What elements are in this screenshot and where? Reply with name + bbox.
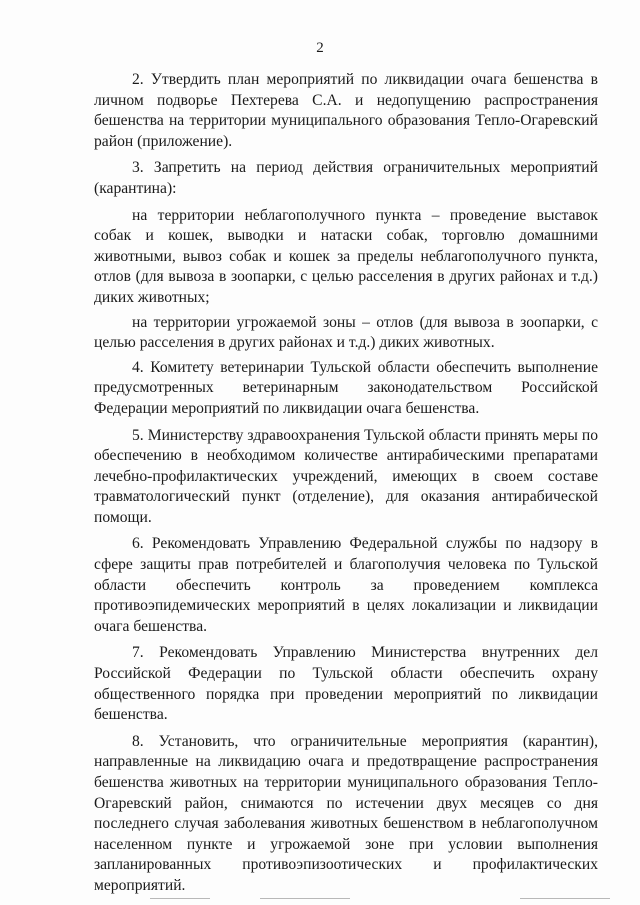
paragraph-5-health-ministry: 5. Министерству здравоохранения Тульской области принять меры по обеспечению в необходимом количестве антирабическими препаратами лечебно-профилактических учреждений, имеющих в своем составе травматологический пункт (отделение), для оказания антирабической помощи. (94, 426, 598, 526)
paragraph-8-quarantine-lift: 8. Установить, что ограничительные мероприятия (карантин), направленные на ликвидацию очага и предотвращение распространения бешенства животных на территории муниципального образования Тепло-Огаревский район, снимаются по истечении двух месяцев со дня последнего случая заболевания животных бешенством в неблагополучном населенном пункте и угрожаемой зоне при условии выполнения запланированных противоэпизоотических и профилактических мероприятий. (94, 732, 598, 894)
paragraph-6-consumer-protection: 6. Рекомендовать Управлению Федеральной службы по надзору в сфере защиты прав потребителей и благополучия человека по Тульской области обеспечить контроль за проведением комплекса противоэпидемических мероприятий в целях локализации и ликвидации очага бешенства. (94, 535, 598, 635)
document-body (94, 70, 598, 903)
paragraph-3-problem-area: на территории неблагополучного пункта – проведение выставок собак и кошек, выводки и натаски собак, торговлю домашними животными, вывоз собак и кошек за пределы неблагополучного пункта, отлов (для вывоза в зоопарки, с целью расселения в других районах и т.д.) диких животных; (94, 206, 598, 306)
scan-artifact (150, 898, 210, 899)
scan-artifact (520, 898, 610, 899)
scan-artifact (260, 898, 350, 899)
paragraph-3-prohibit: 3. Запретить на период действия ограничительных мероприятий (карантина): (94, 159, 598, 197)
paragraph-4-veterinary-committee: 4. Комитету ветеринарии Тульской области обеспечить выполнение предусмотренных ветеринарным законодательством Российской Федерации мероприятий по ликвидации очага бешенства. (94, 358, 598, 417)
paragraph-2-approve-plan: 2. Утвердить план мероприятий по ликвидации очага бешенства в личном подворье Пехтерева С.А. и недопущению распространения бешенства на территории муниципального образования Тепло-Огаревский район (приложение). (94, 71, 598, 150)
page-number: 2 (316, 40, 324, 56)
paragraph-7-interior-ministry: 7. Рекомендовать Управлению Министерства внутренних дел Российской Федерации по Тульской области обеспечить охрану общественного порядка при проведении мероприятий по ликвидации бешенства. (94, 644, 598, 724)
paragraph-3-threatened-zone: на территории угрожаемой зоны – отлов (для вывоза в зоопарки, с целью расселения в других районах и т.д.) диких животных. (94, 313, 598, 352)
